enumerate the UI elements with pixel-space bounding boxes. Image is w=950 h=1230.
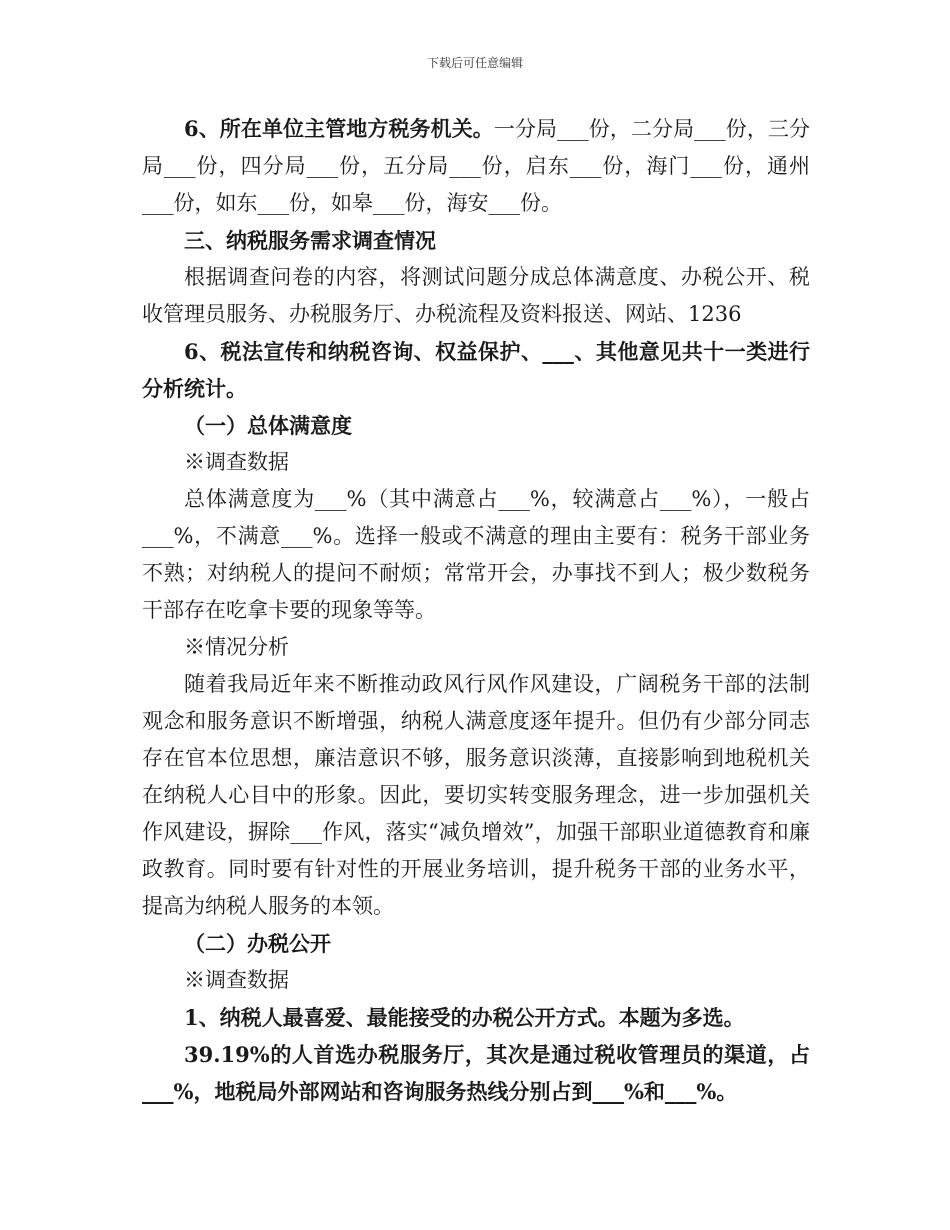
item-6-heading: 6、所在单位主管地方税务机关。 <box>184 116 494 141</box>
paragraph-intro: 根据调查问卷的内容，将测试问题分成总体满意度、办税公开、税收管理员服务、办税服务厅、办税流程及资料报送、网站、1236 <box>142 265 810 326</box>
subsection-heading-2: （二）办税公开 <box>184 931 331 956</box>
paragraph-analysis: 随着我局近年来不断推动政风行风作风建设，广阔税务干部的法制观念和服务意识不断增强，纳税人满意度逐年提升。但仍有少部分同志存在官本位思想，廉洁意识不够，服务意识淡薄，直接影响到地税机关在纳税人心目中的形象。因此，要切实转变服务理念，进一步加强机关作风建设，摒除___作风，落实“减负增效”，加强干部职业道德教育和廉政教育。同时要有针对性的开展业务培训，提升税务干部的业务水平，提高为纳税人服务的本领。 <box>142 672 810 918</box>
page-header: 下载后可任意编辑 <box>426 56 523 70</box>
analysis-label: ※情况分析 <box>184 635 289 659</box>
survey-data-label-1: ※调查数据 <box>184 450 289 474</box>
item-6-body: 一分局___份，二分局___份，三分局___份，四分局___份，五分局___份，启东___份，海门___份，通州___份，如东___份，如皋___份，海安___份。 <box>142 117 810 215</box>
document-body <box>142 110 810 1110</box>
paragraph-tax-bureau-list <box>142 110 810 222</box>
section-heading-3: 三、纳税服务需求调查情况 <box>184 228 436 253</box>
question-1: 1、纳税人最喜爱、最能接受的办税公开方式。本题为多选。 <box>184 1005 745 1030</box>
survey-data-label-2: ※调查数据 <box>184 968 289 992</box>
paragraph-categories: 6、税法宣传和纳税咨询、权益保护、___、其他意见共十一类进行分析统计。 <box>142 339 810 401</box>
paragraph-satisfaction-data: 总体满意度为___%（其中满意占___%，较满意占___%），一般占___%，不满意___%。选择一般或不满意的理由主要有：税务干部业务不熟；对纳税人的提问不耐烦；常常开会，办事找不到人；极少数税务干部存在吃拿卡要的现象等等。 <box>142 487 810 622</box>
paragraph-question-1-result: 39.19%的人首选办税服务厅，其次是通过税收管理员的渠道，占___%，地税局外部网站和咨询服务热线分别占到___%和___%。 <box>142 1042 810 1104</box>
subsection-heading-1: （一）总体满意度 <box>184 413 352 438</box>
